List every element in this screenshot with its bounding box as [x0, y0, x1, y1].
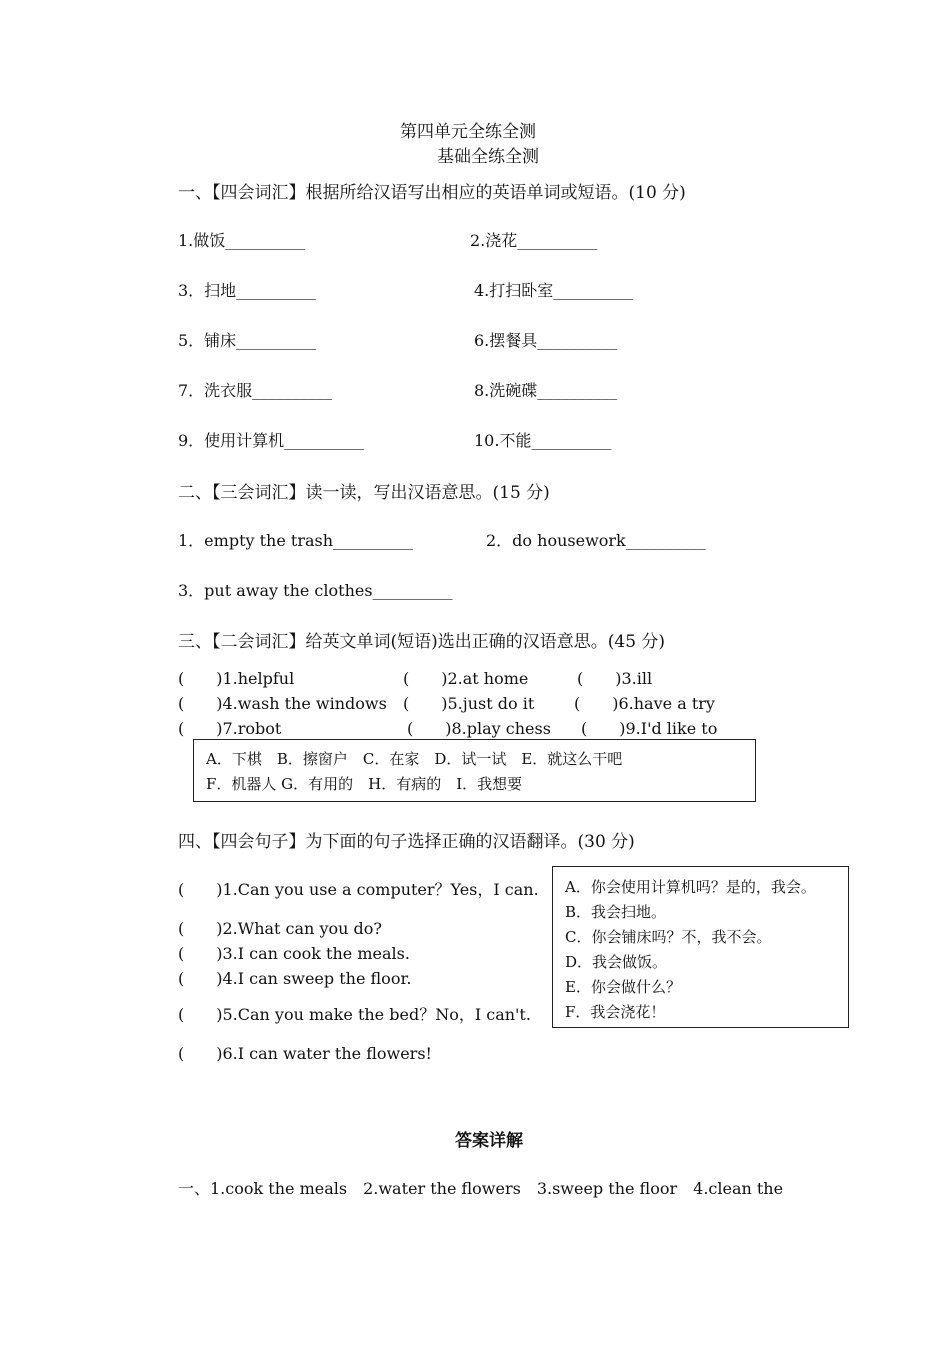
- s4-item: ( )1.Can you use a computer？Yes，I can.: [178, 880, 539, 899]
- s4-options-box: [552, 866, 849, 1028]
- s4-item: ( )3.I can cook the meals.: [178, 944, 410, 963]
- s3-option-line: F．机器人 G．有用的 H．有病的 I．我想要: [206, 775, 523, 793]
- s3-item: ( )5.just do it: [403, 694, 535, 713]
- s1-item: 9．使用计算机__________: [178, 431, 365, 450]
- s1-item: 4.打扫卧室__________: [474, 281, 634, 300]
- s4-option-line: C．你会铺床吗？不，我不会。: [565, 928, 772, 946]
- section1-heading: 一、【四会词汇】根据所给汉语写出相应的英语单词或短语。(10 分): [178, 183, 686, 203]
- s1-item: 1.做饭__________: [178, 231, 306, 250]
- s4-item: ( )5.Can you make the bed？No，I can't.: [178, 1005, 531, 1024]
- s3-item: ( )3.ill: [577, 669, 653, 688]
- s1-item: 7．洗衣服__________: [178, 381, 333, 400]
- s2-item: 1．empty the trash__________: [178, 531, 414, 550]
- answers-line: 一、1.cook the meals 2.water the flowers 3.sweep the floor 4.clean the: [178, 1179, 784, 1198]
- s4-option-line: F．我会浇花！: [565, 1003, 666, 1021]
- section3-heading: 三、【二会词汇】给英文单词(短语)选出正确的汉语意思。(45 分): [178, 632, 666, 652]
- s3-option-line: A．下棋 B．擦窗户 C．在家 D．试一试 E．就这么干吧: [206, 750, 623, 768]
- s2-item: 3．put away the clothes__________: [178, 581, 453, 600]
- s4-option-line: E．你会做什么？: [565, 978, 681, 996]
- s4-item: ( )4.I can sweep the floor.: [178, 969, 412, 988]
- s1-item: 2.浇花__________: [470, 231, 598, 250]
- s3-item: ( )9.I'd like to: [581, 719, 718, 738]
- section4-heading: 四、【四会句子】为下面的句子选择正确的汉语翻译。(30 分): [178, 832, 635, 852]
- page-title: 第四单元全练全测: [400, 122, 536, 142]
- s3-item: ( )7.robot: [178, 719, 282, 738]
- s4-item: ( )2.What can you do?: [178, 919, 382, 938]
- s3-item: ( )8.play chess: [407, 719, 551, 738]
- s4-option-line: B．我会扫地。: [565, 903, 667, 921]
- s1-item: 8.洗碗碟__________: [474, 381, 618, 400]
- s1-item: 3．扫地__________: [178, 281, 317, 300]
- s3-item: ( )1.helpful: [178, 669, 295, 688]
- s1-item: 10.不能__________: [474, 431, 612, 450]
- answers-heading: 答案详解: [455, 1131, 523, 1151]
- s2-item: 2．do housework__________: [486, 531, 706, 550]
- section2-heading: 二、【三会词汇】读一读，写出汉语意思。(15 分): [178, 483, 550, 503]
- s4-item: ( )6.I can water the flowers!: [178, 1044, 432, 1063]
- s4-option-line: A．你会使用计算机吗？是的，我会。: [565, 878, 816, 896]
- s4-option-line: D．我会做饭。: [565, 953, 668, 971]
- s3-item: ( )6.have a try: [574, 694, 715, 713]
- s3-item: ( )2.at home: [403, 669, 529, 688]
- s3-options-box: [193, 739, 756, 802]
- page-subtitle: 基础全练全测: [437, 147, 539, 167]
- s1-item: 5．铺床__________: [178, 331, 317, 350]
- s3-item: ( )4.wash the windows: [178, 694, 387, 713]
- s1-item: 6.摆餐具__________: [474, 331, 618, 350]
